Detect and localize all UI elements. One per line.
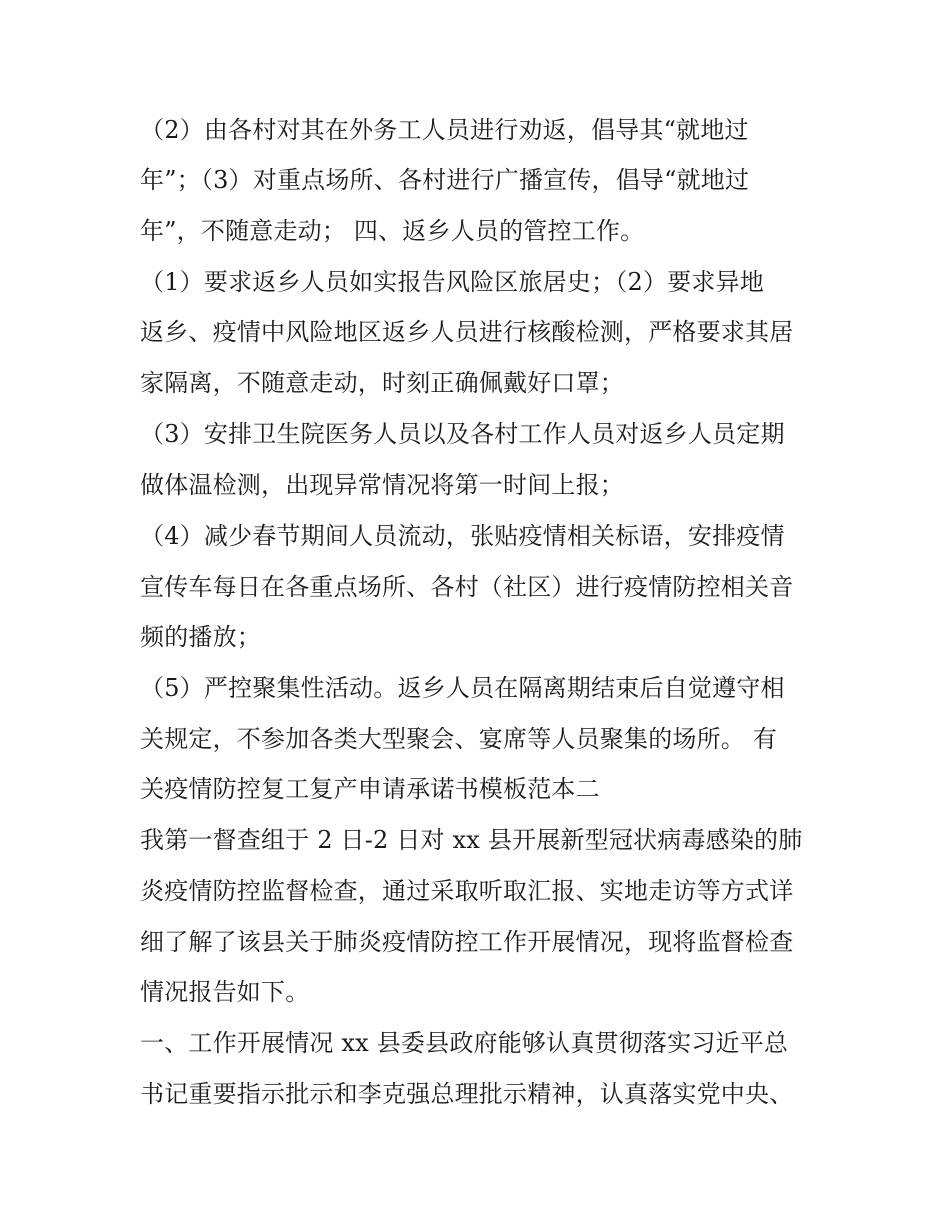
text-line: 返乡、疫情中风险地区返乡人员进行核酸检测，严格要求其居 xyxy=(140,318,794,346)
text-line: 做体温检测，出现异常情况将第一时间上报； xyxy=(140,471,624,499)
text-line: 一、工作开展情况 xx 县委县政府能够认真贯彻落实习近平总 xyxy=(140,1029,789,1057)
text-line: 细了解了该县关于肺炎疫情防控工作开展情况，现将监督检查 xyxy=(140,928,794,956)
text-line: 关疫情防控复工复产申请承诺书模板范本二 xyxy=(140,775,600,803)
text-line: 书记重要指示批示和李克强总理批示精神，认真落实党中央、 xyxy=(140,1080,794,1108)
text-line: 家隔离，不随意走动，时刻正确佩戴好口罩； xyxy=(140,369,624,397)
text-line: （5）严控聚集性活动。返乡人员在隔离期结束后自觉遵守相 xyxy=(140,674,785,702)
text-line: 宣传车每日在各重点场所、各村（社区）进行疫情防控相关音 xyxy=(140,573,794,601)
text-line: （1）要求返乡人员如实报告风险区旅居史；（2）要求异地 xyxy=(140,268,764,296)
text-line: 年”，不随意走动； 四、返乡人员的管控工作。 xyxy=(140,217,645,245)
text-line: 年”；（3）对重点场所、各村进行广播宣传，倡导“就地过 xyxy=(140,166,750,194)
text-line: 情况报告如下。 xyxy=(140,978,310,1006)
text-line: 关规定，不参加各类大型聚会、宴席等人员聚集的场所。 有 xyxy=(140,725,778,753)
text-line: （2）由各村对其在外务工人员进行劝返，倡导其“就地过 xyxy=(140,116,749,144)
text-line: 炎疫情防控监督检查，通过采取听取汇报、实地走访等方式详 xyxy=(140,877,794,905)
text-line: （3）安排卫生院医务人员以及各村工作人员对返乡人员定期 xyxy=(140,420,785,448)
text-line: （4）减少春节期间人员流动，张贴疫情相关标语，安排疫情 xyxy=(140,522,785,550)
text-line: 我第一督查组于 2 日-2 日对 xx 县开展新型冠状病毒感染的肺 xyxy=(140,826,803,854)
text-line: 频的播放； xyxy=(140,623,261,651)
